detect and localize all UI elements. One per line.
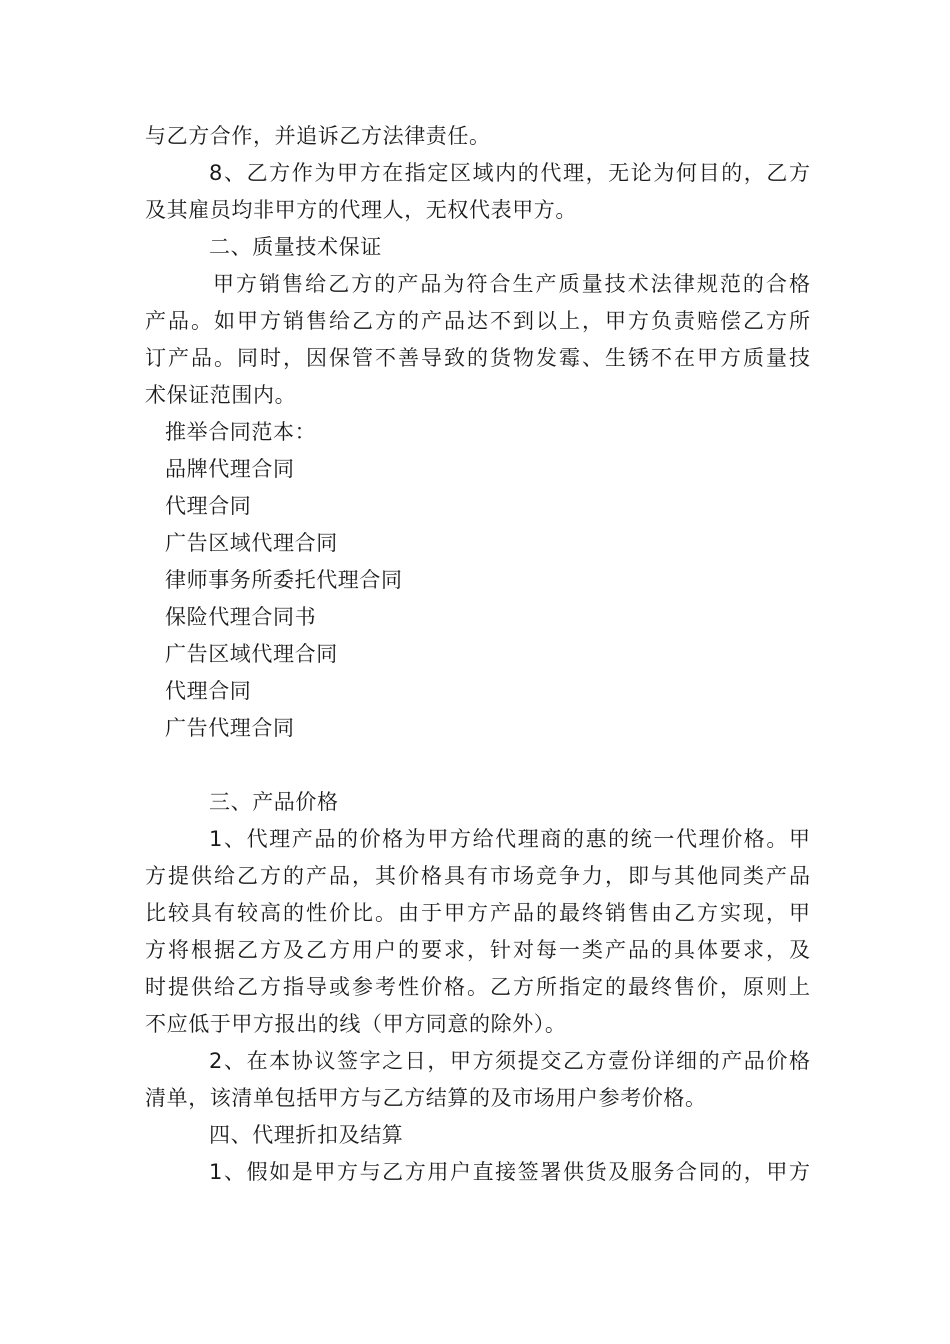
text-line: 甲方销售给乙方的产品为符合生产质量技术法律规范的合格 xyxy=(213,272,810,296)
text-line: 时提供给乙方指导或参考性价格。乙方所指定的最终售价，原则上 xyxy=(145,975,810,999)
text-line: 1、假如是甲方与乙方用户直接签署供货及服务合同的，甲方 xyxy=(209,1160,810,1184)
contract-link: 代理合同 xyxy=(165,494,252,518)
section-heading: 二、质量技术保证 xyxy=(209,235,382,259)
contract-link: 广告区域代理合同 xyxy=(165,642,338,666)
section-heading: 三、产品价格 xyxy=(209,790,339,814)
contract-link: 保险代理合同书 xyxy=(165,605,317,629)
contract-link: 广告代理合同 xyxy=(165,716,295,740)
text-line: 及其雇员均非甲方的代理人，无权代表甲方。 xyxy=(145,198,577,222)
contract-link: 品牌代理合同 xyxy=(165,457,295,481)
text-line: 清单，该清单包括甲方与乙方结算的及市场用户参考价格。 xyxy=(145,1086,707,1110)
text-line: 方提供给乙方的产品，其价格具有市场竞争力，即与其他同类产品 xyxy=(145,864,810,888)
contract-link: 广告区域代理合同 xyxy=(165,531,338,555)
text-line: 不应低于甲方报出的线（甲方同意的除外）。 xyxy=(145,1012,567,1036)
text-line: 8、乙方作为甲方在指定区域内的代理，无论为何目的，乙方 xyxy=(209,161,810,185)
text-line: 术保证范围内。 xyxy=(145,383,297,407)
text-line: 比较具有较高的性价比。由于甲方产品的最终销售由乙方实现，甲 xyxy=(145,901,810,925)
text-line: 与乙方合作，并追诉乙方法律责任。 xyxy=(145,124,491,148)
text-line: 产品。如甲方销售给乙方的产品达不到以上，甲方负责赔偿乙方所 xyxy=(145,309,810,333)
text-line: 2、在本协议签字之日，甲方须提交乙方壹份详细的产品价格 xyxy=(209,1049,810,1073)
text-line: 方将根据乙方及乙方用户的要求，针对每一类产品的具体要求，及 xyxy=(145,938,810,962)
text-line: 订产品。同时，因保管不善导致的货物发霉、生锈不在甲方质量技 xyxy=(145,346,810,370)
recommend-heading: 推举合同范本： xyxy=(165,420,317,444)
contract-link: 律师事务所委托代理合同 xyxy=(165,568,403,592)
text-line: 1、代理产品的价格为甲方给代理商的惠的统一代理价格。甲 xyxy=(209,827,810,851)
contract-link: 代理合同 xyxy=(165,679,252,703)
section-heading: 四、代理折扣及结算 xyxy=(209,1123,404,1147)
